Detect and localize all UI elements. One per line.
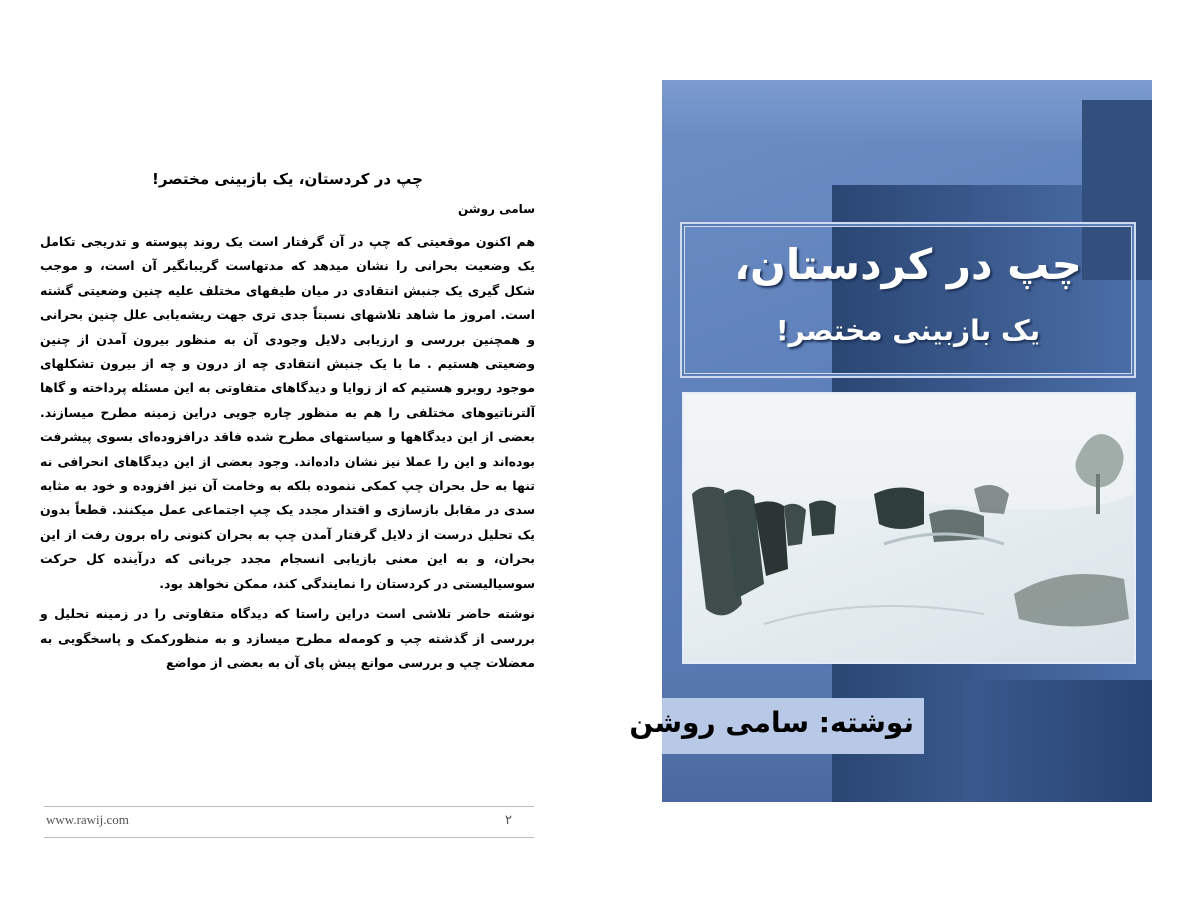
book-cover	[629, 80, 1152, 802]
footer-url[interactable]: www.rawij.com	[46, 812, 129, 827]
snow-landscape-image	[684, 394, 1134, 662]
cover-author-bar	[629, 698, 924, 754]
cover-title-line-2: یک بازبینی مختصر!	[775, 314, 1041, 347]
document-title: چپ در کردستان، یک بازبینی مختصر!	[151, 170, 423, 188]
paragraph-1: هم اکنون موقعیتی که چپ در آن گرفتار است یک روند پیوسته و تدریجی تکامل یک وضعیت بحرانی را نشان میدهد که مدتهاست گریبانگیر آن است، و موجب شکل گیری یک جنبش انتقادی در میان طیفهای مختلف علیه چنین وضعیتی گشته است. امروز ما شاهد تلاشهای نسبتاً جدی تری جهت ریشه‌یابی علل چنین بحرانی و همچنین بررسی و ارزیابی دلایل وجودی آن به منظور بیرون آمدن از چنین وضعیتی هستیم . ما با یک جنبش انتقادی چه از درون و چه از بیرون تشکلهای موجود روبرو هستیم که از زوایا و دیدگاهای متفاوتی به این مسئله پرداخته و گاها آلترناتیوهای مختلفی را هم به منظور چاره جویی دراین زمینه مطرح میسازند. بعضی از این دیدگاهها و سیاستهای مطرح شده فاقد درافزوده‌ای بسوی پیشرفت بوده‌اند و این را عملا نیز نشان داده‌اند. وجود بعضی از این دیدگاهای انحرافی نه تنها به حل بحران چپ کمکی ننموده بلکه به وخامت آن نیز افزوده و خود به مثابه سدی در مقابل بازسازی و اقتدار مجدد یک چپ اجتماعی عمل میکنند. قطعاً بدون یک تحلیل درست از دلایل گرفتار آمدن چپ به بحران کنونی راه برون رفت از این بحران، و به این معنی بازیابی انسجام مجدد جریانی که درآینده کل حرکت سوسیالیستی در کردستان را نمایندگی کند، ممکن نخواهد بود.	[40, 234, 535, 591]
page-number: ۲	[505, 812, 512, 827]
cover-top-band	[662, 80, 1152, 140]
cover-painting	[682, 392, 1136, 664]
paragraph-2: نوشته حاضر تلاشی است دراین راستا که دیدگاه متفاوتی را در زمینه تحلیل و بررسی از گذشته چپ و کومه‌له مطرح میسازد و به منظورکمک و پاسخگویی به معضلات چپ و بررسی موانع پیش پای آن به بعضی از مواضع	[40, 606, 535, 670]
cover-title-frame	[680, 222, 1136, 378]
cover-title-line-1: چپ در کردستان،	[734, 240, 1082, 289]
document-author: سامی روشن	[457, 202, 535, 216]
page-footer	[44, 806, 534, 838]
left-page	[40, 170, 535, 681]
cover-bottom-right-block	[962, 680, 1152, 802]
cover-author: نوشته: سامی روشن	[629, 706, 914, 739]
